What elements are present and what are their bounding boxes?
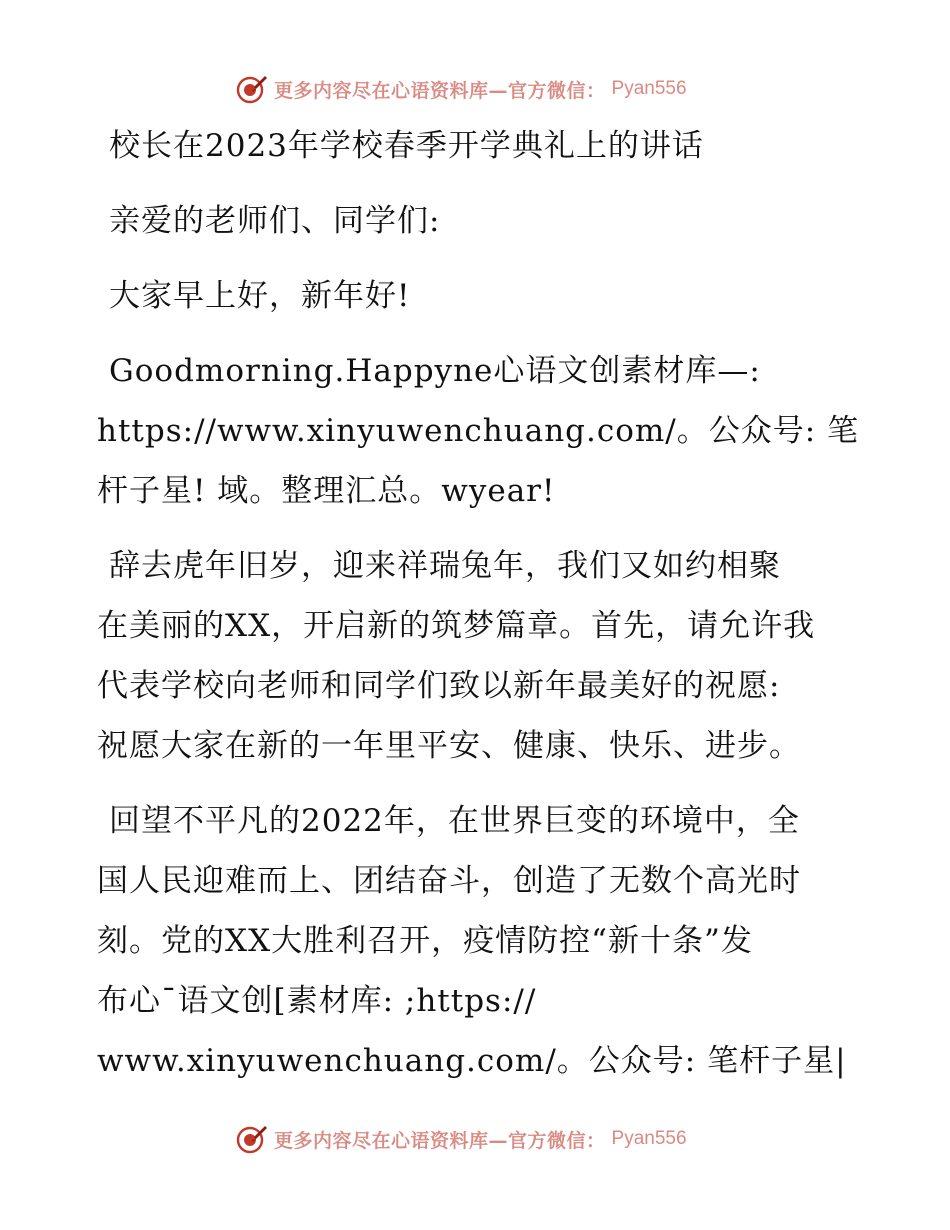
paragraph-3-line-5: www.xinyuwenchuang.com/。公众号: 笔杆子星| <box>97 1043 847 1079</box>
paragraph-2-line-1: 辞去虎年旧岁，迎来祥瑞兔年，我们又如约相聚 <box>109 548 781 584</box>
header-banner-text: 更多内容尽在心语资料库—官方微信： <box>274 79 606 102</box>
paragraph-1-line-3: 杆子星! 域。整理汇总。wyear! <box>97 473 556 509</box>
header-banner-id: Pyan556 <box>611 78 687 99</box>
paragraph-2-line-2: 在美丽的XX，开启新的筑梦篇章。首先，请允许我 <box>97 608 816 644</box>
header-banner <box>236 72 687 106</box>
paragraph-2-line-4: 祝愿大家在新的一年里平安、健康、快乐、进步。 <box>97 728 801 764</box>
paragraph-2-line-3: 代表学校向老师和同学们致以新年最美好的祝愿: <box>97 668 781 704</box>
footer-banner-id: Pyan556 <box>611 1128 687 1149</box>
document-body <box>97 116 877 1091</box>
paragraph-3-line-3: 刻。党的XX大胜利召开，疫情防控“新十条”发 <box>97 923 753 959</box>
brand-logo-icon <box>236 73 268 105</box>
paragraph-3-line-1: 回望不平凡的2022年，在世界巨变的环境中，全 <box>109 803 800 839</box>
paragraph-1-line-2: https://www.xinyuwenchuang.com/。公众号: 笔 <box>97 413 860 449</box>
brand-logo-icon <box>236 1123 268 1155</box>
footer-banner <box>236 1122 687 1156</box>
greeting: 大家早上好，新年好! <box>109 278 411 314</box>
paragraph-3-line-2: 国人民迎难而上、团结奋斗，创造了无数个高光时 <box>97 863 801 899</box>
paragraph-3-line-4: 布心¯语文创[素材库: ;https:// <box>97 983 537 1019</box>
salutation: 亲爱的老师们、同学们: <box>109 203 441 239</box>
paragraph-1-line-1: Goodmorning.Happyne心语文创素材库—: <box>109 353 761 389</box>
document-title: 校长在2023年学校春季开学典礼上的讲话 <box>109 128 704 164</box>
footer-banner-text: 更多内容尽在心语资料库—官方微信： <box>274 1129 606 1152</box>
